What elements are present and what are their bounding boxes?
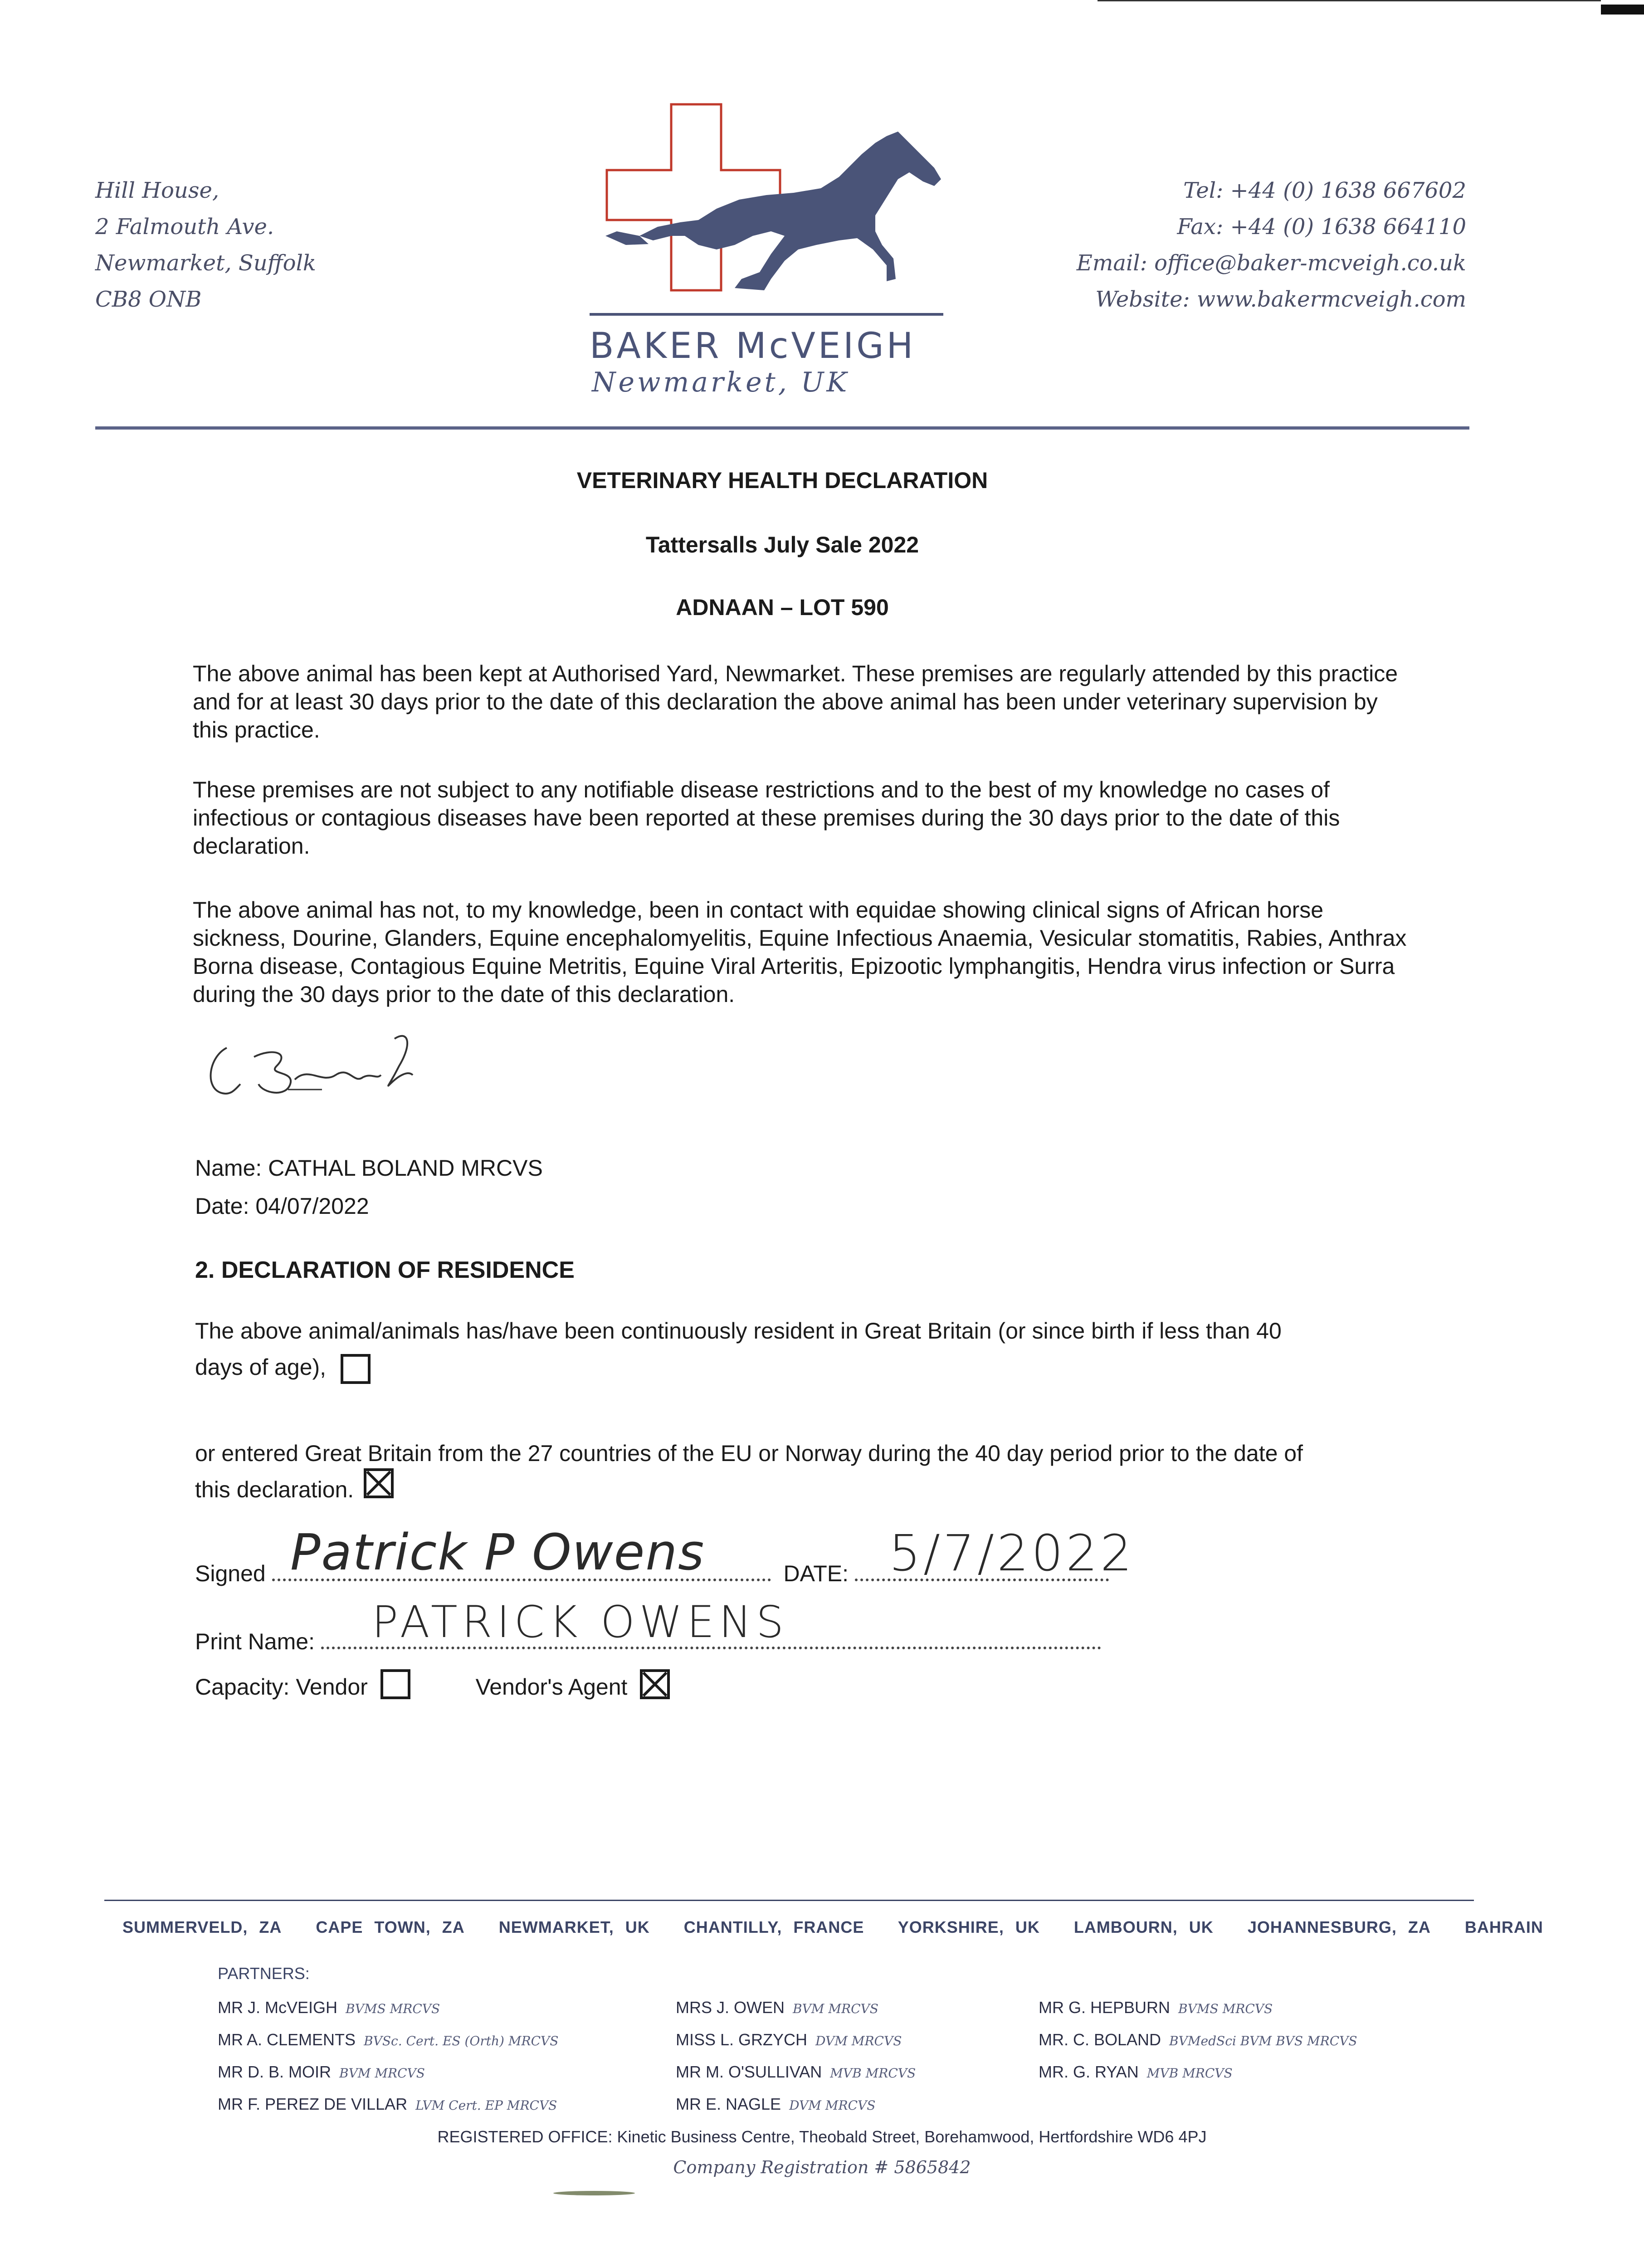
partner-quals: BVM MRCVS [793, 2001, 878, 2016]
partner-quals: BVMS MRCVS [346, 2001, 440, 2016]
entered-gb-checkbox[interactable] [364, 1468, 394, 1498]
resident-checkbox[interactable] [341, 1354, 371, 1384]
partner-quals: BVMS MRCVS [1178, 2001, 1273, 2016]
company-contact [1077, 172, 1466, 318]
address-line: CB8 ONB [95, 287, 202, 312]
capacity-label: Capacity: Vendor [195, 1674, 368, 1700]
partner-quals: MVB MRCVS [830, 2066, 916, 2081]
partner-entry [1039, 2024, 1357, 2057]
partner-quals: LVM Cert. EP MRCVS [415, 2098, 557, 2113]
partner-quals: DVM MRCVS [815, 2033, 902, 2048]
office-location: BAHRAIN [1464, 1918, 1543, 1936]
company-logo [585, 100, 948, 327]
partner-quals: BVM MRCVS [339, 2066, 425, 2081]
partner-entry [676, 2057, 916, 2089]
handwritten-signature: Patrick P Owens [290, 1523, 705, 1581]
partner-name: MR E. NAGLE [676, 2095, 781, 2113]
fax-line: Fax: +44 (0) 1638 664110 [1177, 214, 1466, 240]
partner-entry [218, 2024, 558, 2057]
document-title: VETERINARY HEALTH DECLARATION [576, 468, 988, 493]
partners-label: PARTNERS: [218, 1964, 310, 1983]
partner-name: MR. C. BOLAND [1039, 2030, 1161, 2049]
residence-line-1: The above animal/animals has/have been continuously resident in Great Britain (or since birth if less than 40 [195, 1318, 1282, 1344]
print-name-label: Print Name: [195, 1629, 315, 1654]
ink-smudge [553, 2191, 635, 2195]
phone-line: Tel: +44 (0) 1638 667602 [1183, 178, 1466, 203]
office-location: CHANTILLY, FRANCE [683, 1918, 864, 1936]
partners-column-2 [676, 1992, 916, 2121]
address-line: Hill House, [95, 178, 220, 203]
company-registration: Company Registration # 5865842 [673, 2157, 971, 2177]
partner-entry [218, 2057, 558, 2089]
date-label: DATE: [783, 1561, 849, 1586]
partner-name: MR A. CLEMENTS [218, 2030, 356, 2049]
registered-office: REGISTERED OFFICE: Kinetic Business Centre, Theobald Street, Borehamwood, Hertfordshire WD6 4PJ [437, 2127, 1207, 2146]
vendor-agent-label: Vendor's Agent [475, 1674, 628, 1700]
capacity-row [195, 1674, 670, 1704]
footer-divider [104, 1900, 1474, 1901]
office-location: LAMBOURN, UK [1073, 1918, 1214, 1936]
declaration-paragraph: These premises are not subject to any notifiable disease restrictions and to the best of my knowledge no cases of infectious or contagious diseases have been reported at these premises during the 30 days prior to the date of this declaration. [193, 777, 1340, 859]
vendor-checkbox[interactable] [381, 1669, 410, 1699]
brand-location: Newmarket, UK [592, 367, 850, 398]
address-line: Newmarket, Suffolk [95, 250, 317, 276]
residence-line-3: or entered Great Britain from the 27 countries of the EU or Norway during the 40 day period prior to the date of [195, 1441, 1303, 1466]
lot-title: ADNAAN – LOT 590 [676, 595, 889, 620]
office-location: JOHANNESBURG, ZA [1247, 1918, 1431, 1936]
partners-column-3 [1039, 1992, 1357, 2089]
handwritten-print-name: PATRICK OWENS [372, 1597, 789, 1647]
partner-entry [1039, 2057, 1357, 2089]
company-address [95, 172, 316, 318]
partner-name: MR M. O'SULLIVAN [676, 2063, 822, 2081]
office-locations [122, 1918, 1543, 1937]
declaration-paragraph: The above animal has been kept at Authorised Yard, Newmarket. These premises are regularly attended by this practice and for at least 30 days prior to the date of this declaration the above animal has been under veterinary supervision by this practice. [193, 661, 1398, 743]
partner-name: MR F. PEREZ DE VILLAR [218, 2095, 408, 2113]
partner-name: MR D. B. MOIR [218, 2063, 331, 2081]
sale-title: Tattersalls July Sale 2022 [645, 532, 919, 557]
office-location: YORKSHIRE, UK [898, 1918, 1040, 1936]
office-location: CAPE TOWN, ZA [316, 1918, 465, 1936]
declaration-paragraph: The above animal has not, to my knowledge, been in contact with equidae showing clinical signs of African horse sickness, Dourine, Glanders, Equine encephalomyelitis, Equine Infectious Anaemia, Vesicular stomatitis, Rabies, Anthrax Borna disease, Contagious Equine Metritis, Equine Viral Arteritis, Epizootic lymphangitis, Hendra virus infection or Surra during the 30 days prior to the date of this declaration. [193, 897, 1407, 1007]
residence-heading: 2. DECLARATION OF RESIDENCE [195, 1257, 575, 1283]
partner-name: MR. G. RYAN [1039, 2063, 1139, 2081]
partner-name: MR G. HEPBURN [1039, 1998, 1171, 2017]
website-line: Website: www.bakermcveigh.com [1095, 287, 1466, 312]
partner-entry [1039, 1992, 1357, 2024]
residence-line-2 [195, 1354, 371, 1384]
vet-signature-scribble [200, 1030, 435, 1111]
address-line: 2 Falmouth Ave. [95, 214, 274, 240]
partner-quals: MVB MRCVS [1146, 2066, 1233, 2081]
office-location: SUMMERVELD, ZA [122, 1918, 282, 1936]
cross-horse-icon [585, 100, 948, 327]
partner-entry [676, 2089, 916, 2121]
partner-name: MR J. McVEIGH [218, 1998, 338, 2017]
partner-entry [676, 2024, 916, 2057]
scan-edge-line [1098, 0, 1601, 1]
partner-entry [218, 1992, 558, 2024]
partner-quals: DVM MRCVS [789, 2098, 876, 2113]
signed-label: Signed [195, 1561, 266, 1586]
residence-line-2-text: days of age), [195, 1354, 327, 1380]
brand-name: BAKER McVEIGH [590, 326, 916, 367]
partner-name: MRS J. OWEN [676, 1998, 785, 2017]
partners-column-1 [218, 1992, 558, 2121]
residence-line-4-text: this declaration. [195, 1477, 354, 1503]
vet-signature [200, 1030, 435, 1114]
partner-quals: BVSc. Cert. ES (Orth) MRCVS [364, 2033, 559, 2048]
vet-date: Date: 04/07/2022 [195, 1193, 369, 1219]
partner-entry [676, 1992, 916, 2024]
partner-entry [218, 2089, 558, 2121]
handwritten-date: 5/7/2022 [889, 1524, 1135, 1582]
residence-line-4 [195, 1476, 394, 1506]
vet-name: Name: CATHAL BOLAND MRCVS [195, 1155, 543, 1181]
header-divider [95, 426, 1469, 430]
office-location: NEWMARKET, UK [498, 1918, 650, 1936]
partner-name: MISS L. GRZYCH [676, 2030, 808, 2049]
scan-edge-mark [1601, 5, 1644, 15]
email-line: Email: office@baker-mcveigh.co.uk [1076, 250, 1466, 276]
vendor-agent-checkbox[interactable] [640, 1669, 670, 1699]
partner-quals: BVMedSci BVM BVS MRCVS [1169, 2033, 1357, 2048]
